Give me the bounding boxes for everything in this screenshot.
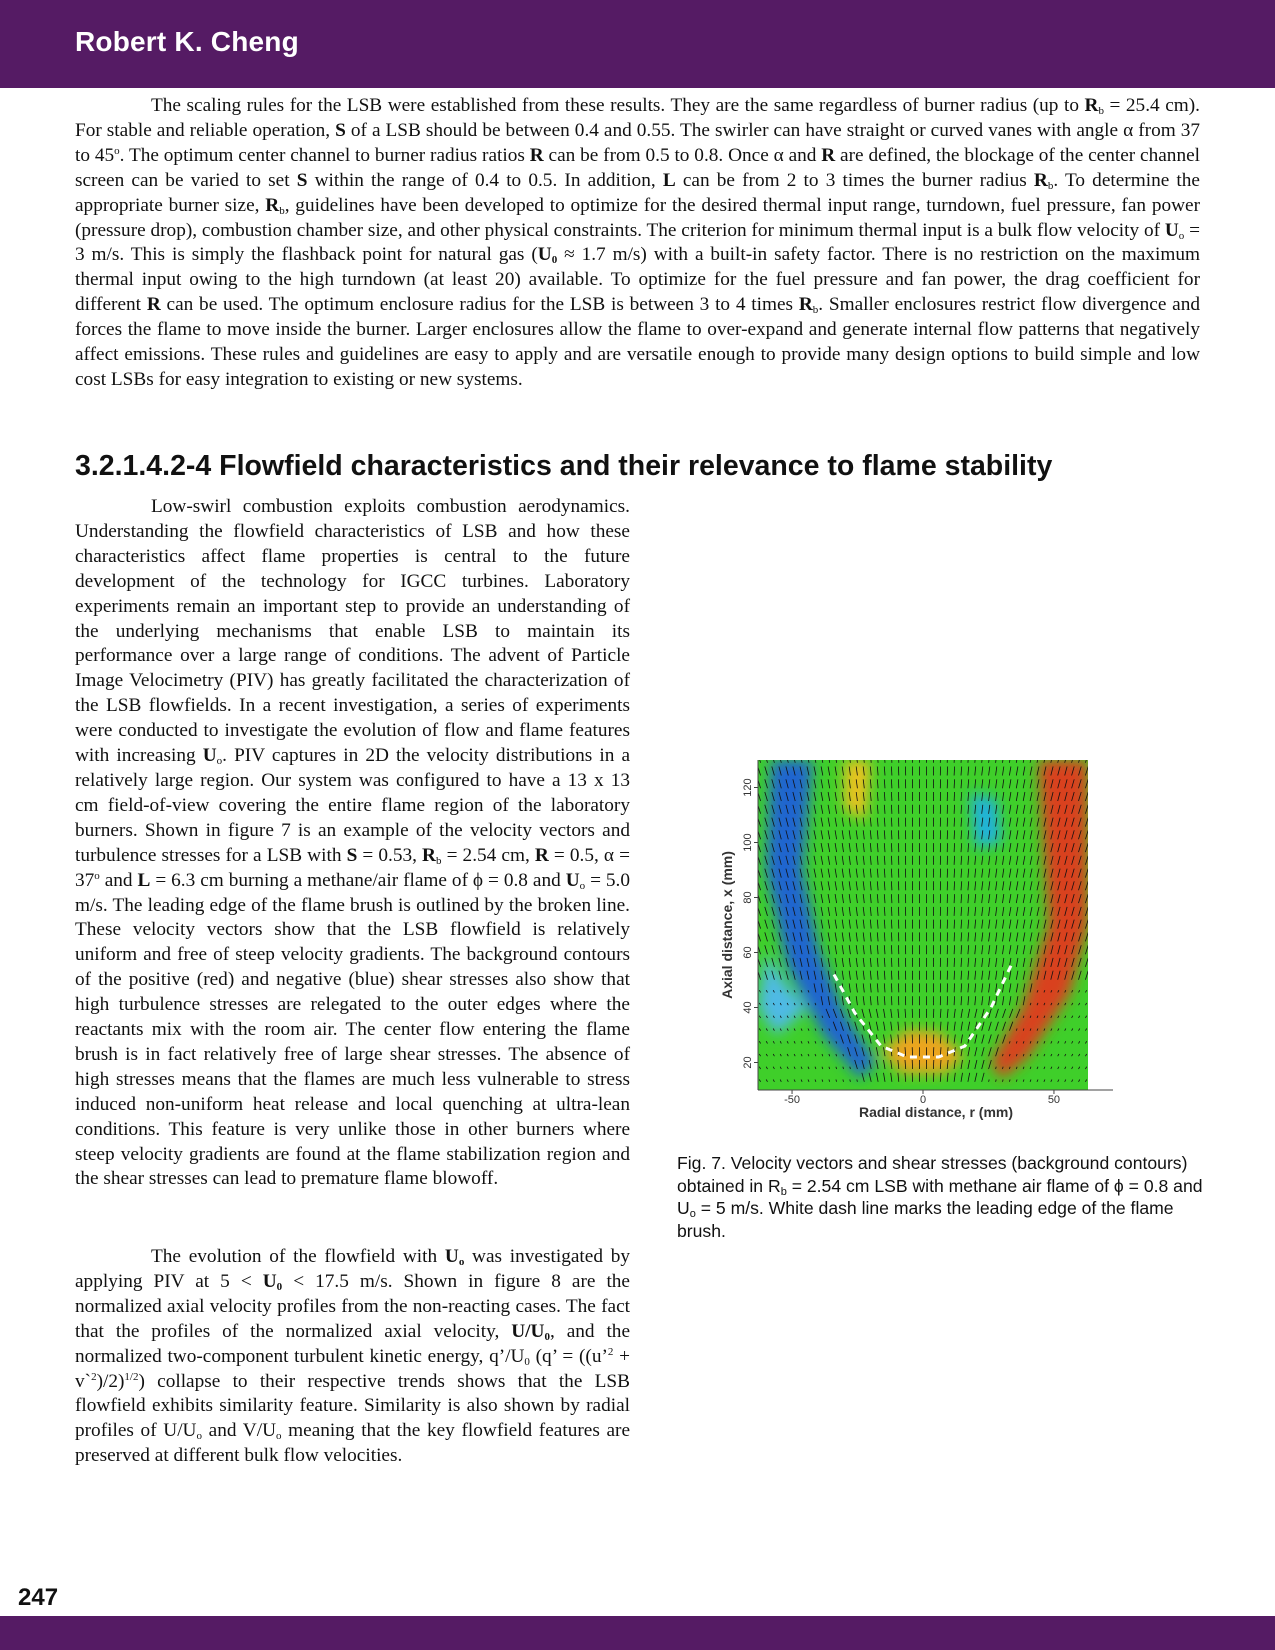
velocity-vector <box>891 932 892 941</box>
velocity-vector <box>954 958 955 967</box>
velocity-vector <box>891 996 892 1005</box>
y-axis-label: Axial distance, x (mm) <box>719 851 735 999</box>
velocity-vector <box>891 830 892 839</box>
running-header-author: Robert K. Cheng <box>75 26 299 57</box>
y-tick-label: 80 <box>742 891 754 904</box>
velocity-vector <box>954 792 955 801</box>
velocity-vector <box>954 869 955 878</box>
velocity-vector <box>891 755 892 763</box>
velocity-vector <box>891 805 892 814</box>
y-axis-ticks <box>742 778 758 1068</box>
velocity-vector <box>954 779 955 788</box>
y-tick-label: 20 <box>742 1056 754 1069</box>
header-band <box>0 0 1275 88</box>
velocity-vector <box>954 971 955 980</box>
x-tick-label: -50 <box>784 1094 801 1106</box>
velocity-vector <box>891 958 892 967</box>
y-tick-label: 100 <box>742 833 754 852</box>
velocity-vector <box>891 869 892 878</box>
velocity-vector <box>891 971 892 980</box>
velocity-vector <box>891 818 892 827</box>
velocity-vector <box>954 805 955 814</box>
flowfield-paragraph-2: The evolution of the flowfield with $U_o$ was investigated by applying PIV at $5 < U_0 < 17.5$ m/s. Shown in figure 8 are the normalized axial velocity profiles from the non-reacting cases. The fact that the profiles of the normalized axial velocity, $U/U_0$, and the normalized two-component turbulent kinetic energy, $q’/U_0$ (q’ = ((u’$^2$ + v`$^2$)/2)$^{1/2}$) collapse to their respective trends shows that the LSB flowfield exhibits similarity feature. Similarity is also shown by radial profiles of $U/U_o$ and $V/U_o$ meaning that the key flowfield features are preserved at different bulk flow velocities. <box>75 1246 631 1467</box>
y-tick-label: 40 <box>742 1001 754 1014</box>
figure-7 <box>708 755 1123 1135</box>
shear-stress-contours <box>758 760 1088 1090</box>
intro-paragraph: The scaling rules for the LSB were established from these results. They are the same regardless of burner radius (up to $R_b = 25.4$ cm). For stable and reliable operation, S of a LSB should be between 0.4 and 0.55. The swirler can have straight or curved vanes with angle α from 37 to 45$^o$. The optimum center channel to burner radius ratios R can be from 0.5 to 0.8. Once α and R are defined, the blockage of the center channel screen can be varied to set S within the range of 0.4 to 0.5. In addition, L can be from 2 to 3 times the burner radius $R_b$. To determine the appropriate burner size, $R_b$, guidelines have been developed to optimize for the desired thermal input range, turndown, fuel pressure, fan power (pressure drop), combustion chamber size, and other physical constraints. The criterion for minimum thermal input is a bulk flow velocity of $U_o = 3$ m/s. This is simply the flashback point for natural gas ($U_0 \approx 1.7$ m/s) with a built-in safety factor. There is no restriction on the maximum thermal input owing to the high turndown (at least 20) available. To optimize for the fuel pressure and fan power, the drag coefficient for different R can be used. The optimum enclosure radius for the LSB is between 3 to 4 times $R_b$. Smaller enclosures restrict flow divergence and forces the flame to move inside the burner. Larger enclosures allow the flame to over-expand and generate internal flow patterns that negatively affect emissions. These rules and guidelines are easy to apply and are versatile enough to provide many design options to build simple and low cost LSBs for easy integration to existing or new systems. <box>75 95 1201 390</box>
velocity-vector <box>891 894 892 903</box>
piv-shear-stress-plot <box>708 755 1123 1135</box>
velocity-vector <box>891 907 892 916</box>
velocity-vector <box>954 932 955 941</box>
velocity-vector <box>954 920 955 929</box>
velocity-vector <box>954 907 955 916</box>
figure-7-caption: Fig. 7. Velocity vectors and shear stresses (background contours) obtained in $R_b = 2.54$ cm LSB with methane air flame of ϕ = 0.8 and $U_o = 5$ m/s. White dash line marks the leading edge of the flame brush. <box>677 1153 1203 1241</box>
velocity-vector <box>891 767 892 776</box>
velocity-vector <box>891 983 892 992</box>
velocity-vector <box>954 830 955 839</box>
velocity-vector <box>891 792 892 801</box>
velocity-vector <box>954 894 955 903</box>
velocity-vector <box>891 920 892 929</box>
velocity-vector <box>954 983 955 992</box>
section-heading: 3.2.1.4.2-4 Flowfield characteristics and their relevance to flame stability <box>75 450 1053 482</box>
velocity-vector <box>954 996 955 1005</box>
velocity-vector <box>954 755 955 763</box>
velocity-vector <box>891 881 892 890</box>
velocity-vector <box>891 945 892 954</box>
velocity-vector <box>954 881 955 890</box>
footer-band <box>0 1616 1275 1650</box>
flowfield-paragraph-1: Low-swirl combustion exploits combustion aerodynamics. Understanding the flowfield characteristics of LSB and how these characteristics affect flame properties is central to the future development of the technology for IGCC turbines. Laboratory experiments remain an important step to provide an understanding of the underlying mechanisms that enable LSB to maintain its performance over a large range of conditions. The advent of Particle Image Velocimetry (PIV) has greatly facilitated the characterization of the LSB flowfields. In a recent investigation, a series of experiments were conducted to investigate the evolution of flow and flame features with increasing $U_o$. PIV captures in 2D the velocity distributions in a relatively large region. Our system was configured to have a 13 x 13 cm field-of-view covering the entire flame region of the laboratory burners. Shown in figure 7 is an example of the velocity vectors and turbulence stresses for a LSB with S = 0.53, $R_b = 2.54$ cm, R = 0.5, $\alpha = 37^o$ and L = 6.3 cm burning a methane/air flame of ϕ = 0.8 and $U_o = 5.0$ m/s. The leading edge of the flame brush is outlined by the broken line. These velocity vectors show that the LSB flowfield is relatively uniform and free of steep velocity gradients. The background contours of the positive (red) and negative (blue) shear stresses also show that high turbulence stresses are relegated to the outer edges where the reactants mix with the room air. The center flow entering the flame brush is in fact relatively free of large shear stresses. The absence of high stresses means that the flames are much less vulnerable to stress induced non-uniform heat release and local quenching at ultra-lean conditions. This feature is very unlike those in other burners where steep velocity gradients are found at the flame stabilization region and the shear stresses can lead to premature flame blowoff. <box>75 496 631 1190</box>
velocity-vector <box>891 856 892 865</box>
velocity-vector <box>954 945 955 954</box>
y-tick-label: 60 <box>742 946 754 959</box>
y-tick-label: 120 <box>742 778 754 797</box>
velocity-vector <box>891 843 892 852</box>
x-tick-label: 0 <box>919 1094 927 1106</box>
x-axis-label: Radial distance, r (mm) <box>858 1104 1014 1120</box>
velocity-vector <box>954 767 955 776</box>
velocity-vector <box>891 779 892 788</box>
velocity-vector <box>954 856 955 865</box>
velocity-vector <box>954 843 955 852</box>
x-tick-label: 50 <box>1047 1094 1061 1106</box>
velocity-vector <box>954 818 955 827</box>
page-number: 247 <box>18 1584 59 1611</box>
